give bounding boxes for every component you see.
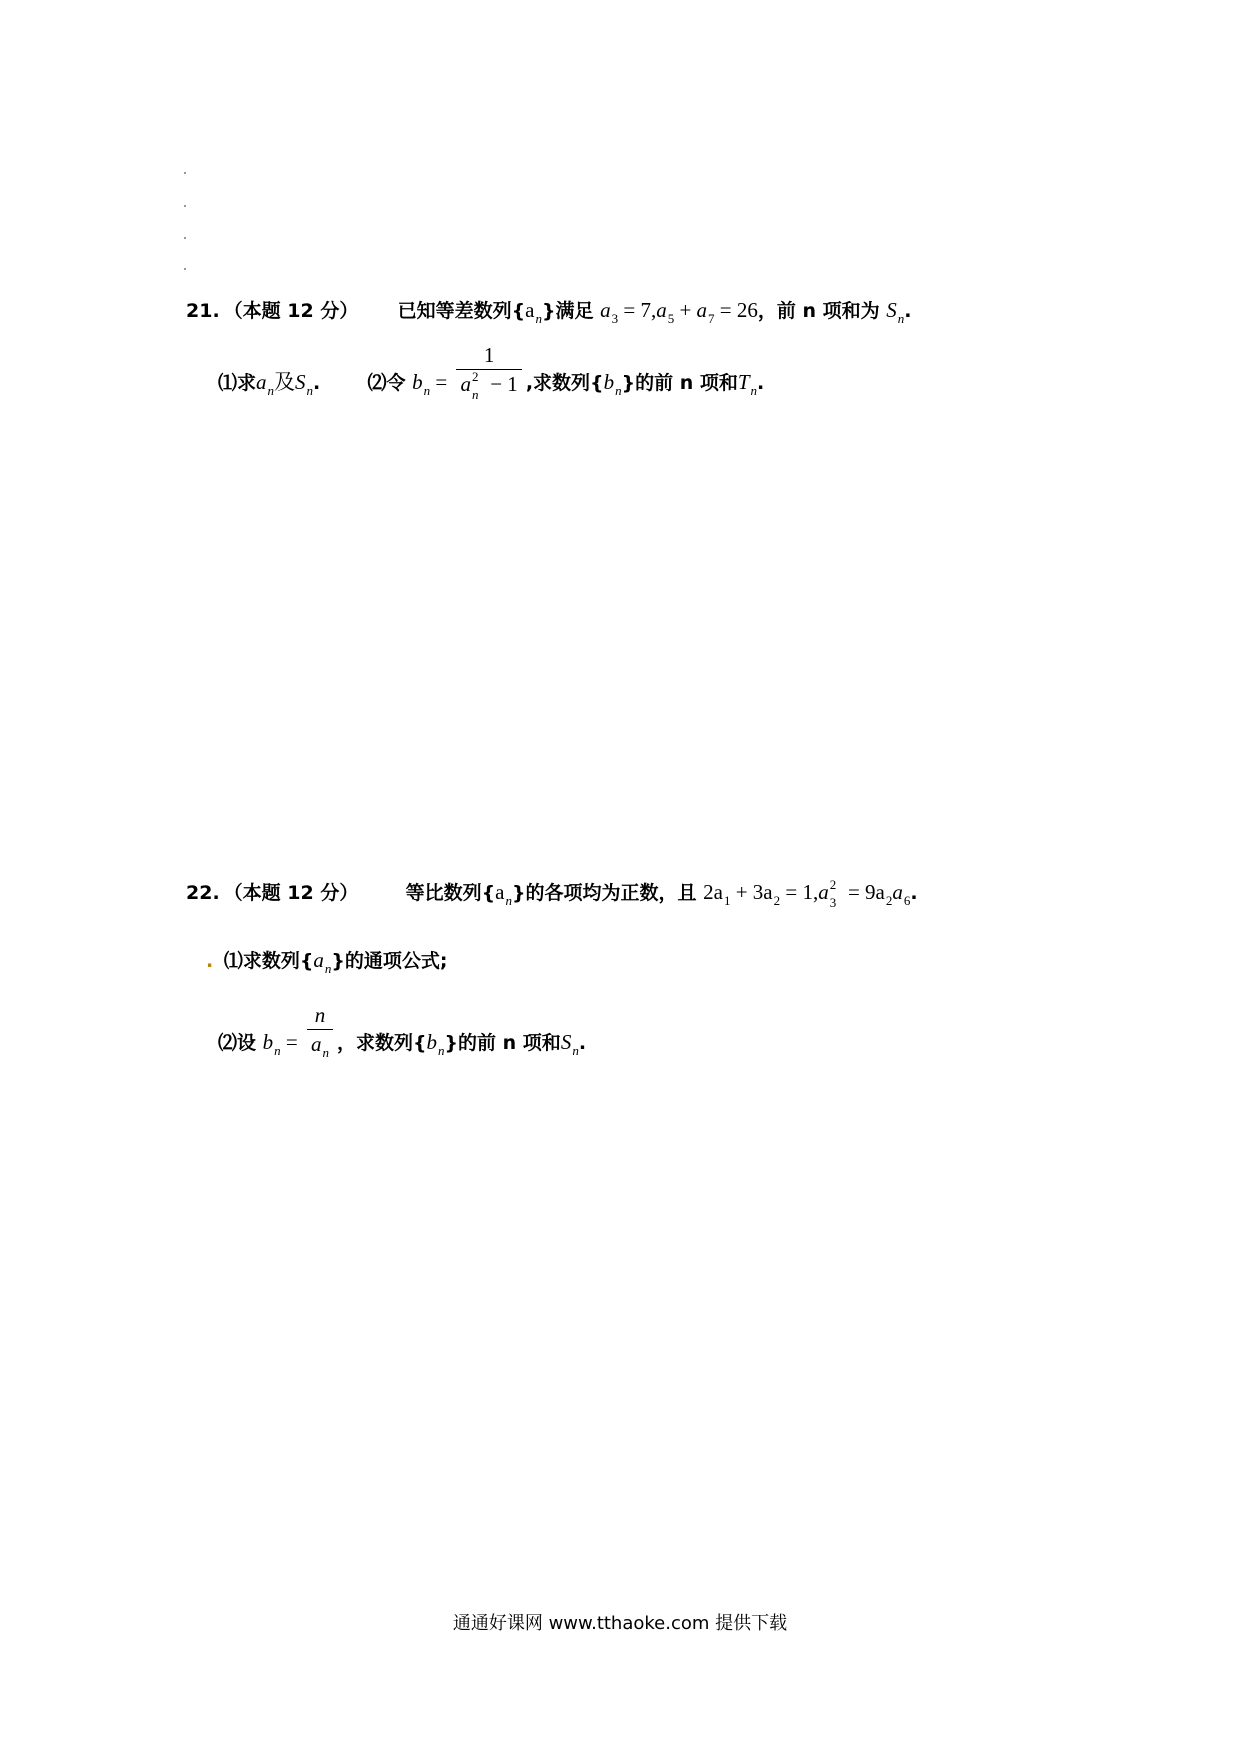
q22-part2-formula: $b_n$ = $\frac{n}{a_n}$ [263, 1030, 337, 1054]
q21-part1-an: $a_n$ [256, 370, 275, 398]
q21-part2-label: ⑵令 [367, 372, 406, 394]
q21-stem-pre: 已知等差数列{ [397, 300, 526, 322]
q21-condition: $a_3 = 7,a_5 + a_7 = 26$ [600, 298, 758, 326]
margin-dot [184, 205, 186, 207]
q22-fraction: $\frac{n}{a_n}$ [307, 1005, 333, 1055]
q21-seq-a: $a_n$ [525, 298, 542, 326]
q22-part2 [218, 1003, 587, 1061]
q22-part2-s: $S_n$ [560, 1030, 579, 1058]
q21-part2-text2: }的前 n 项和 [621, 372, 738, 394]
q22-part2-text2: }的前 n 项和 [444, 1032, 561, 1054]
q21-part1-label: ⑴求 [218, 372, 257, 394]
margin-dot [184, 237, 186, 239]
q21-part1-end: . [313, 372, 321, 394]
q22-part1-label: ⑴求数列{ [223, 950, 314, 972]
q21-end: . [904, 300, 912, 322]
q21-sum: $S_n$ [886, 298, 905, 326]
q21-part1-and: 及 [274, 370, 296, 394]
margin-dot [184, 268, 186, 270]
margin-dot [184, 172, 186, 174]
q21-part2-text: ,求数列{ [525, 372, 604, 394]
q22-part2-label: ⑵设 [218, 1032, 257, 1054]
q22-part1 [206, 948, 448, 976]
q22-bullet: . [206, 950, 214, 972]
footer-source: 通通好课网 www.tthaoke.com 提供下载 [452, 1613, 788, 1634]
q21-part2-t: $T_n$ [737, 370, 758, 398]
q22-stem-mid: }的各项均为正数，且 [511, 882, 697, 904]
q21-number: 21. [186, 300, 220, 322]
q21-part2-formula: $b_n$ = 1 a 2 n − 1 [412, 370, 526, 394]
q22-seq-a: $a_n$ [495, 880, 512, 908]
q21-stem-post: ，前 n 项和为 [757, 300, 880, 322]
q22-part1-a: $a_n$ [313, 948, 332, 976]
q22-part2-end: . [578, 1032, 587, 1054]
q21-part2-end: . [757, 372, 765, 394]
q22-number: 22. [186, 882, 220, 904]
q21-parts [218, 342, 765, 402]
q21-score: （本题 12 分） [223, 300, 359, 322]
q21-stem-mid: }满足 [541, 300, 594, 322]
q22-end: . [910, 882, 918, 904]
q21-fraction: 1 a 2 n − 1 [456, 345, 521, 396]
q21-part1-sn: $S_n$ [295, 370, 314, 398]
q22-stem [186, 877, 918, 911]
q22-part1-text: }的通项公式; [331, 950, 448, 972]
q22-part2-text: ，求数列{ [336, 1032, 427, 1054]
q22-stem-pre: 等比数列{ [405, 882, 496, 904]
q22-part2-seq: $b_n$ [426, 1030, 445, 1058]
q21-stem [186, 298, 912, 326]
q21-part2-seq: $b_n$ [603, 370, 622, 398]
q22-score: （本题 12 分） [223, 882, 359, 904]
q22-condition: $2a_1 + 3a_2 = 1,a$ 2 3 = $9a_2a_6$ [703, 877, 911, 911]
